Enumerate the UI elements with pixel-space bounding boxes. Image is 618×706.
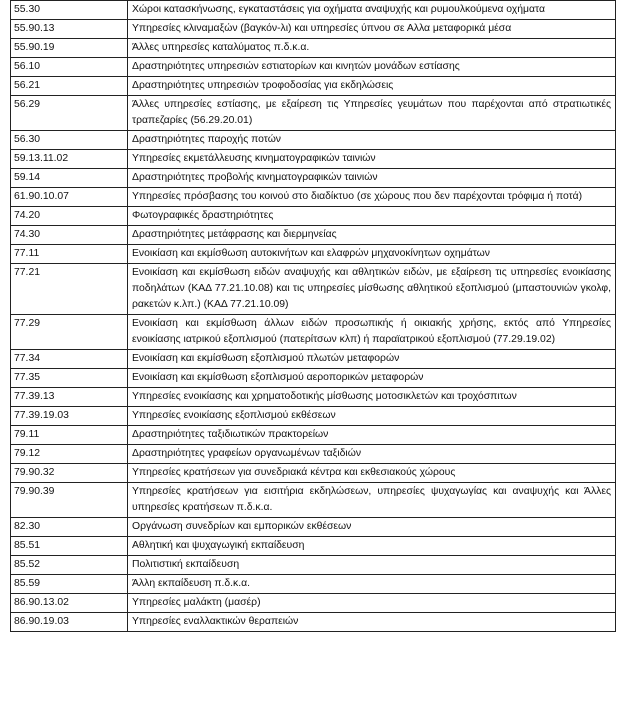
activity-code: 77.35 (11, 369, 128, 388)
table-row (11, 556, 616, 575)
activity-code: 77.39.13 (11, 388, 128, 407)
table-row (11, 537, 616, 556)
table-row (11, 188, 616, 207)
activity-description: Ενοικίαση και εκμίσθωση άλλων ειδών προσωπικής ή οικιακής χρήσης, εκτός από Υπηρεσίες ενοικίασης ιατρικού εξοπλισμού (πατερίτσων κλπ) ή παραϊατρικού εξοπλισμού (77.29.19.02) (128, 315, 616, 350)
activity-code: 77.21 (11, 264, 128, 315)
activity-code: 55.90.13 (11, 20, 128, 39)
table-row (11, 20, 616, 39)
activity-code: 59.14 (11, 169, 128, 188)
kad-table-body (11, 1, 616, 632)
activity-code: 85.52 (11, 556, 128, 575)
activity-code: 61.90.10.07 (11, 188, 128, 207)
table-row (11, 315, 616, 350)
activity-description: Δραστηριότητες υπηρεσιών εστιατορίων και κινητών μονάδων εστίασης (128, 58, 616, 77)
activity-description: Δραστηριότητες υπηρεσιών τροφοδοσίας για εκδηλώσεις (128, 77, 616, 96)
table-row (11, 131, 616, 150)
activity-description: Δραστηριότητες ταξιδιωτικών πρακτορείων (128, 426, 616, 445)
activity-code: 86.90.19.03 (11, 613, 128, 632)
table-row (11, 77, 616, 96)
activity-description: Υπηρεσίες κρατήσεων για συνεδριακά κέντρα και εκθεσιακούς χώρους (128, 464, 616, 483)
activity-code: 56.10 (11, 58, 128, 77)
activity-description: Υπηρεσίες ενοικίασης εξοπλισμού εκθέσεων (128, 407, 616, 426)
activity-code: 55.30 (11, 1, 128, 20)
activity-code: 56.21 (11, 77, 128, 96)
activity-code: 86.90.13.02 (11, 594, 128, 613)
activity-description: Αθλητική και ψυχαγωγική εκπαίδευση (128, 537, 616, 556)
activity-description: Δραστηριότητες γραφείων οργανωμένων ταξιδιών (128, 445, 616, 464)
activity-description: Άλλη εκπαίδευση π.δ.κ.α. (128, 575, 616, 594)
activity-code: 79.12 (11, 445, 128, 464)
table-row (11, 226, 616, 245)
activity-description: Ενοικίαση και εκμίσθωση ειδών αναψυχής και αθλητικών ειδών, με εξαίρεση τις υπηρεσίες ενοικίασης ποδηλάτων (ΚΑΔ 77.21.10.08) και τις υπηρεσίες μίσθωσης αθλητικού εξοπλισμού (μπαστουνιών γκολφ, ρακετών κ.λπ.) (ΚΑΔ 77.21.10.09) (128, 264, 616, 315)
table-row (11, 369, 616, 388)
kad-activity-table (10, 0, 616, 632)
table-row (11, 388, 616, 407)
activity-code: 77.39.19.03 (11, 407, 128, 426)
table-row (11, 169, 616, 188)
table-row (11, 594, 616, 613)
activity-description: Υπηρεσίες πρόσβασης του κοινού στο διαδίκτυο (σε χώρους που δεν παρέχονται τρόφιμα ή ποτά) (128, 188, 616, 207)
activity-description: Δραστηριότητες προβολής κινηματογραφικών ταινιών (128, 169, 616, 188)
table-row (11, 96, 616, 131)
activity-description: Ενοικίαση και εκμίσθωση εξοπλισμού αεροπορικών μεταφορών (128, 369, 616, 388)
table-row (11, 350, 616, 369)
table-row (11, 445, 616, 464)
activity-description: Δραστηριότητες παροχής ποτών (128, 131, 616, 150)
table-row (11, 464, 616, 483)
activity-description: Υπηρεσίες εναλλακτικών θεραπειών (128, 613, 616, 632)
activity-description: Υπηρεσίες ενοικίασης και χρηματοδοτικής μίσθωσης μοτοσικλετών και τροχόσπιτων (128, 388, 616, 407)
table-row (11, 1, 616, 20)
activity-description: Ενοικίαση και εκμίσθωση αυτοκινήτων και ελαφρών μηχανοκίνητων οχημάτων (128, 245, 616, 264)
activity-description: Υπηρεσίες εκμετάλλευσης κινηματογραφικών ταινιών (128, 150, 616, 169)
activity-description: Άλλες υπηρεσίες εστίασης, με εξαίρεση τις Υπηρεσίες γευμάτων που παρέχονται από στρατιωτικές τραπεζαρίες (56.29.20.01) (128, 96, 616, 131)
activity-code: 77.29 (11, 315, 128, 350)
table-row (11, 426, 616, 445)
table-row (11, 613, 616, 632)
activity-code: 85.59 (11, 575, 128, 594)
table-row (11, 575, 616, 594)
activity-code: 79.11 (11, 426, 128, 445)
activity-code: 56.29 (11, 96, 128, 131)
activity-description: Υπηρεσίες μαλάκτη (μασέρ) (128, 594, 616, 613)
activity-description: Άλλες υπηρεσίες καταλύματος π.δ.κ.α. (128, 39, 616, 58)
table-row (11, 58, 616, 77)
table-row (11, 518, 616, 537)
table-row (11, 483, 616, 518)
kad-table-container (10, 0, 615, 632)
activity-code: 74.20 (11, 207, 128, 226)
table-row (11, 39, 616, 58)
activity-description: Οργάνωση συνεδρίων και εμπορικών εκθέσεων (128, 518, 616, 537)
activity-description: Υπηρεσίες κρατήσεων για εισιτήρια εκδηλώσεων, υπηρεσίες ψυχαγωγίας και αναψυχής και Άλλες υπηρεσίες κρατήσεων π.δ.κ.α. (128, 483, 616, 518)
activity-description: Ενοικίαση και εκμίσθωση εξοπλισμού πλωτών μεταφορών (128, 350, 616, 369)
activity-description: Πολιτιστική εκπαίδευση (128, 556, 616, 575)
table-row (11, 245, 616, 264)
activity-code: 77.11 (11, 245, 128, 264)
activity-code: 85.51 (11, 537, 128, 556)
activity-code: 79.90.32 (11, 464, 128, 483)
activity-description: Υπηρεσίες κλιναμαξών (βαγκόν-λι) και υπηρεσίες ύπνου σε Αλλα μεταφορικά μέσα (128, 20, 616, 39)
table-row (11, 407, 616, 426)
table-row (11, 150, 616, 169)
activity-description: Χώροι κατασκήνωσης, εγκαταστάσεις για οχήματα αναψυχής και ρυμουλκούμενα οχήματα (128, 1, 616, 20)
table-row (11, 207, 616, 226)
activity-description: Φωτογραφικές δραστηριότητες (128, 207, 616, 226)
activity-code: 55.90.19 (11, 39, 128, 58)
activity-code: 82.30 (11, 518, 128, 537)
activity-description: Δραστηριότητες μετάφρασης και διερμηνείας (128, 226, 616, 245)
table-row (11, 264, 616, 315)
activity-code: 56.30 (11, 131, 128, 150)
activity-code: 74.30 (11, 226, 128, 245)
activity-code: 79.90.39 (11, 483, 128, 518)
activity-code: 77.34 (11, 350, 128, 369)
activity-code: 59.13.11.02 (11, 150, 128, 169)
